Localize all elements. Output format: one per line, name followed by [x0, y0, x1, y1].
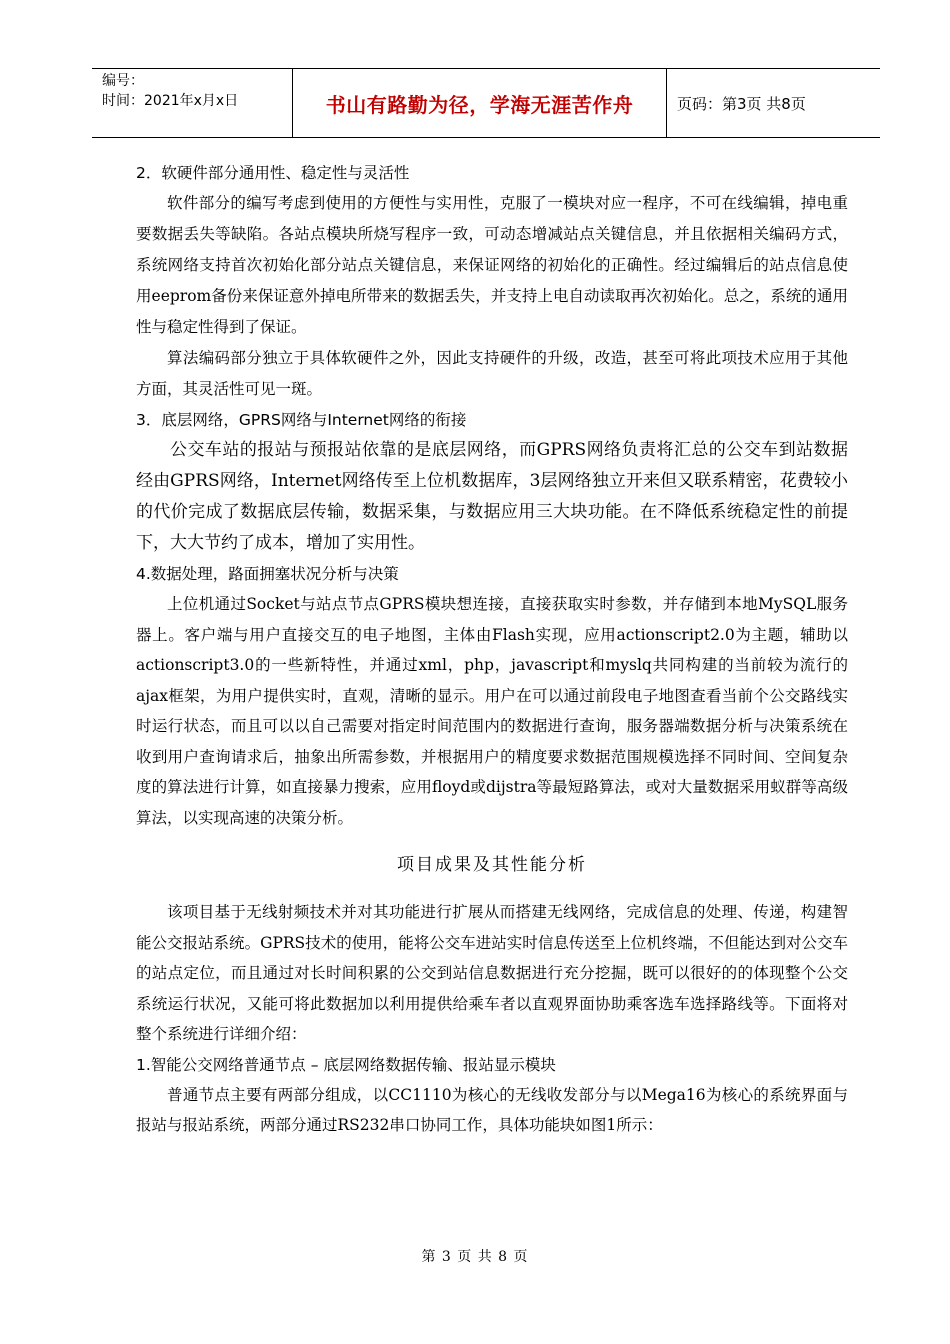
paragraph-2b: 算法编码部分独立于具体软硬件之外，因此支持硬件的升级，改造，甚至可将此项技术应用于其他方面，其灵活性可见一斑。 — [136, 349, 848, 398]
document-body — [136, 158, 848, 1141]
header-meta — [92, 69, 292, 137]
header-page-info: 页码：第3页 共8页 — [677, 94, 806, 113]
doc-time-label: 时间：2021年x月x日 — [102, 93, 239, 109]
paragraph-4: 上位机通过Socket与站点节点GPRS模块想连接，直接获取实时参数，并存储到本地MySQL服务器上。客户端与用户直接交互的电子地图，主体由Flash实现，应用actionscript2.0为主题，辅助以actionscript3.0的一些新特性，并通过xml，php，javascript和myslq共同构建的当前较为流行的ajax框架，为用户提供实时，直观，清晰的显示。用户在可以通过前段电子地图查看当前个公交路线实时运行状态，而且可以以自己需要对指定时间范围内的数据进行查询，服务器端数据分析与决策系统在收到用户查询请求后，抽象出所需参数，并根据用户的精度要求数据范围规模选择不同时间、空间复杂度的算法进行计算，如直接暴力搜索，应用floyd或dijstra等最短路算法，或对大量数据采用蚁群等高级算法，以实现高速的决策分析。 — [136, 595, 848, 827]
paragraph-6: 普通节点主要有两部分组成，以CC1110为核心的无线收发部分与以Mega16为核心的系统界面与报站与报站系统，两部分通过RS232串口协同工作，具体功能块如图1所示： — [136, 1085, 848, 1134]
doc-number-label: 编号： — [102, 73, 144, 89]
page-footer: 第 3 页 共 8 页 — [421, 1249, 529, 1265]
heading-2: 2．软硬件部分通用性、稳定性与灵活性 — [136, 164, 410, 182]
heading-3: 3．底层网络，GPRS网络与Internet网络的衔接 — [136, 411, 467, 429]
heading-6: 1.智能公交网络普通节点 – 底层网络数据传输、报站显示模块 — [136, 1055, 556, 1074]
heading-4: 4.数据处理，路面拥塞状况分析与决策 — [136, 565, 399, 583]
header-motto: 书山有路勤为径，学海无涯苦作舟 — [292, 69, 667, 137]
paragraph-5: 该项目基于无线射频技术并对其功能进行扩展从而搭建无线网络，完成信息的处理、传递，构建智能公交报站系统。GPRS技术的使用，能将公交车进站实时信息传送至上位机终端，不但能达到对公交车的站点定位，而且通过对长时间积累的公交到站信息数据进行充分挖掘，既可以很好的的体现整个公交系统运行状况，又能可将此数据加以利用提供给乘车者以直观界面协助乘客选车选择路线等。下面将对整个系统进行详细介绍： — [136, 903, 848, 1043]
paragraph-3: 公交车站的报站与预报站依靠的是底层网络，而GPRS网络负责将汇总的公交车到站数据经由GPRS网络，Internet网络传至上位机数据库，3层网络独立开来但又联系精密，花费较小的代价完成了数据底层传输，数据采集，与数据应用三大块功能。在不降低系统稳定性的前提下，大大节约了成本，增加了实用性。 — [136, 440, 848, 553]
section-title: 项目成果及其性能分析 — [397, 855, 587, 875]
page-header — [92, 68, 880, 138]
paragraph-2a: 软件部分的编写考虑到使用的方便性与实用性，克服了一模块对应一程序，不可在线编辑，掉电重要数据丢失等缺陷。各站点模块所烧写程序一致，可动态增减站点关键信息，并且依据相关编码方式，系统网络支持首次初始化部分站点关键信息，来保证网络的初始化的正确性。经过编辑后的站点信息使用eeprom备份来保证意外掉电所带来的数据丢失，并支持上电自动读取再次初始化。总之，系统的通用性与稳定性得到了保证。 — [136, 194, 848, 336]
